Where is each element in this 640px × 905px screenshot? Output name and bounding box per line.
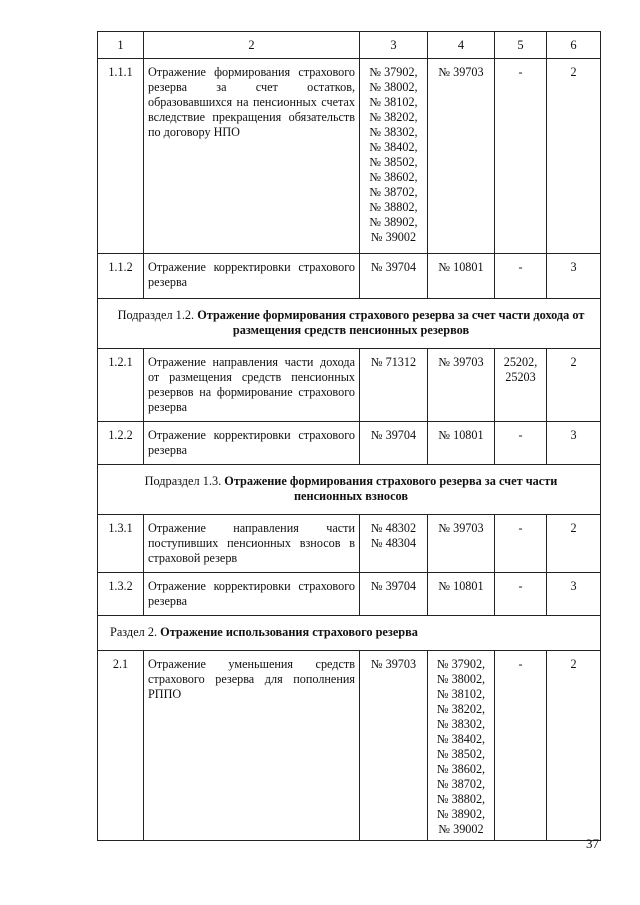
section-prefix: Подраздел 1.3. xyxy=(144,474,225,488)
section-title: Отражение формирования страхового резерва за счет части пенсионных взносов xyxy=(224,474,558,503)
account-line: № 38202, xyxy=(369,110,418,124)
account-line: № 38102, xyxy=(369,95,418,109)
entry-description: Отражение направления части дохода от размещения средств пенсионных резервов на формирование страхового резерва xyxy=(144,349,360,422)
table-header-row xyxy=(98,32,601,59)
section-heading-row xyxy=(98,616,601,651)
account-line: № 38102, xyxy=(436,687,486,701)
account-line: № 38302, xyxy=(369,125,418,139)
entry-description: Отражение корректировки страхового резерва xyxy=(144,254,360,299)
account-line: № 38702, xyxy=(436,777,486,791)
entry-number: 1.3.1 xyxy=(98,515,144,573)
account-line: № 38402, xyxy=(436,732,486,746)
column-6-value: 2 xyxy=(547,515,601,573)
table-row xyxy=(98,349,601,422)
account-line: № 39703 xyxy=(438,355,484,369)
account-line: № 38702, xyxy=(369,185,418,199)
account-line: № 38602, xyxy=(436,762,486,776)
account-line: № 10801 xyxy=(438,428,484,442)
column-5-value: - xyxy=(495,59,547,254)
credit-accounts xyxy=(428,59,495,254)
account-line: № 39704 xyxy=(370,579,417,593)
header-cell-3: 3 xyxy=(360,32,428,59)
table-row xyxy=(98,59,601,254)
section-title: Отражение формирования страхового резерва за счет части дохода от размещения средств пенсионных резервов xyxy=(197,308,585,337)
section-heading-row xyxy=(98,299,601,349)
debit-accounts xyxy=(360,349,428,422)
column-5-value: - xyxy=(495,515,547,573)
entry-number: 1.2.1 xyxy=(98,349,144,422)
account-line: № 38402, xyxy=(369,140,418,154)
account-line: № 39703 xyxy=(438,521,484,535)
entry-description: Отражение корректировки страхового резерва xyxy=(144,573,360,616)
entry-number: 1.1.2 xyxy=(98,254,144,299)
debit-accounts xyxy=(360,651,428,841)
table-row xyxy=(98,515,601,573)
account-line: № 38302, xyxy=(436,717,486,731)
section-title: Отражение использования страхового резерва xyxy=(160,625,418,639)
entry-number: 1.3.2 xyxy=(98,573,144,616)
column-5-value xyxy=(495,349,547,422)
account-line: № 38902, xyxy=(436,807,486,821)
entry-description: Отражение уменьшения средств страхового резерва для пополнения РППО xyxy=(144,651,360,841)
debit-accounts xyxy=(360,59,428,254)
entry-number: 1.2.2 xyxy=(98,422,144,465)
account-line: № 10801 xyxy=(438,260,484,274)
account-line: № 38802, xyxy=(369,200,418,214)
account-line: № 48302 xyxy=(370,521,417,535)
table-row xyxy=(98,422,601,465)
column-6-value: 3 xyxy=(547,254,601,299)
column-6-value: 2 xyxy=(547,349,601,422)
debit-accounts xyxy=(360,515,428,573)
account-line: № 38202, xyxy=(436,702,486,716)
table-row xyxy=(98,573,601,616)
account-line: № 38002, xyxy=(436,672,486,686)
credit-accounts xyxy=(428,254,495,299)
column-6-value: 2 xyxy=(547,59,601,254)
account-line: № 38502, xyxy=(436,747,486,761)
column-6-value: 3 xyxy=(547,422,601,465)
account-line: № 71312 xyxy=(370,355,417,369)
account-line: № 39703 xyxy=(370,657,417,671)
column-5-value: - xyxy=(495,573,547,616)
header-cell-6: 6 xyxy=(547,32,601,59)
entry-number: 2.1 xyxy=(98,651,144,841)
section-prefix: Раздел 2. xyxy=(110,625,161,639)
section-prefix: Подраздел 1.2. xyxy=(117,308,198,322)
header-cell-2: 2 xyxy=(144,32,360,59)
page-number: 37 xyxy=(586,836,599,851)
column-5-value: - xyxy=(495,651,547,841)
section-heading xyxy=(98,616,601,651)
account-line: № 48304 xyxy=(370,536,417,550)
column-5-value: - xyxy=(495,422,547,465)
debit-accounts xyxy=(360,573,428,616)
account-line: № 37902, xyxy=(369,65,418,79)
account-line: № 37902, xyxy=(436,657,486,671)
credit-accounts xyxy=(428,422,495,465)
account-line: № 38902, xyxy=(369,215,418,229)
accounting-entries-table xyxy=(97,31,601,841)
account-line: № 38802, xyxy=(436,792,486,806)
entry-description: Отражение формирования страхового резерва за счет остатков, образовавшихся на пенсионных счетах вследствие прекращения обязательств по договору НПО xyxy=(144,59,360,254)
section-heading xyxy=(98,465,601,515)
entry-description: Отражение корректировки страхового резерва xyxy=(144,422,360,465)
table-row xyxy=(98,254,601,299)
section-heading xyxy=(98,299,601,349)
account-line: № 38002, xyxy=(369,80,418,94)
header-cell-5: 5 xyxy=(495,32,547,59)
entry-number: 1.1.1 xyxy=(98,59,144,254)
entry-description: Отражение направления части поступивших пенсионных взносов в страховой резерв xyxy=(144,515,360,573)
debit-accounts xyxy=(360,422,428,465)
account-line: № 38502, xyxy=(369,155,418,169)
account-line: 25203 xyxy=(505,370,536,384)
column-5-value: - xyxy=(495,254,547,299)
column-6-value: 2 xyxy=(547,651,601,841)
account-line: № 10801 xyxy=(438,579,484,593)
credit-accounts xyxy=(428,573,495,616)
section-heading-row xyxy=(98,465,601,515)
credit-accounts xyxy=(428,651,495,841)
table-row xyxy=(98,651,601,841)
credit-accounts xyxy=(428,349,495,422)
header-cell-4: 4 xyxy=(428,32,495,59)
credit-accounts xyxy=(428,515,495,573)
header-cell-1: 1 xyxy=(98,32,144,59)
account-line: 25202, xyxy=(503,355,538,369)
column-6-value: 3 xyxy=(547,573,601,616)
account-line: № 39002 xyxy=(438,822,484,836)
account-line: № 39704 xyxy=(370,260,417,274)
account-line: № 39703 xyxy=(438,65,484,79)
account-line: № 39704 xyxy=(370,428,417,442)
account-line: № 39002 xyxy=(370,230,417,244)
account-line: № 38602, xyxy=(369,170,418,184)
debit-accounts xyxy=(360,254,428,299)
